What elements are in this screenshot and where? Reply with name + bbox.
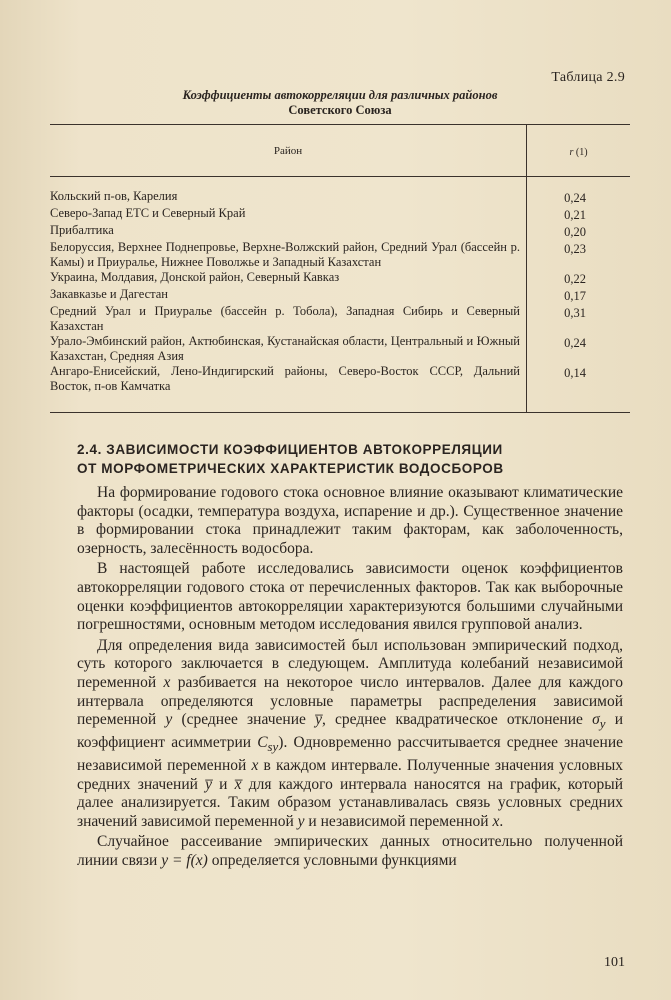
table-header-r [527, 147, 630, 158]
table-cell-value: 0,24 [564, 336, 586, 350]
math-var: x̅ [234, 775, 242, 793]
table-top-rule [50, 124, 630, 125]
text-run: и [212, 775, 235, 793]
table-cell-value: 0,21 [564, 208, 586, 222]
table-header-region: Район [273, 145, 303, 157]
text-run: и независимой переменной [304, 813, 493, 831]
section-heading-line1: 2.4. ЗАВИСИМОСТИ КОЭФФИЦИЕНТОВ АВТОКОРРЕЛЯЦИИ [77, 442, 503, 457]
table-cell-value: 0,24 [564, 191, 586, 205]
table-cell-value: 0,22 [564, 272, 586, 286]
math-var: x [251, 757, 259, 775]
text-run: разбивается на некоторое число интервалов. Далее для каждого интервала определяются условные параметры распределения зависимой переменной [77, 674, 623, 729]
math-var: y̅ [205, 775, 212, 793]
math-var: y [165, 711, 173, 729]
paragraph-2: В настоящей работе исследовались зависимости оценок коэффициентов автокорреляции годового стока от перечисленных факторов. Так как выборочные оценки коэффициентов автокорреляции характеризуются большими случайными погрешностями, основным методом исследования явился групповой анализ. [77, 560, 623, 634]
table-title-line2: Советского Союза [288, 103, 392, 117]
table-cell-value: 0,17 [564, 289, 586, 303]
table-row [50, 304, 630, 334]
text-run: Для определения вида зависимостей был использован эмпирический подход, суть которого заключается в следующем. Амплитуда колебаний независимой переменной [77, 636, 623, 692]
paragraph-4 [77, 833, 623, 870]
math-var: y [297, 813, 305, 831]
table-title [60, 88, 620, 118]
table-cell-region: Урало-Эмбинский район, Актюбинская, Кустанайская области, Центральный и Южный Казахстан, Средняя Азия [50, 334, 520, 363]
table-row [50, 287, 630, 304]
table-cell-region: Украина, Молдавия, Донской район, Северный Кавказ [50, 270, 340, 284]
text-run: . [499, 813, 504, 831]
math-var: x [163, 674, 171, 692]
table-cell-value: 0,20 [564, 225, 586, 239]
text-run: в каждом интервале. Полученные значения условных средних значений [77, 757, 623, 793]
paragraph-1: На формирование годового стока основное влияние оказывают климатические факторы (осадки, температура воздуха, испарение и др.). Существенное значение в формировании стока принадлежит таким факторам, как заболоченность, озерность, залесённость водосбора. [77, 484, 623, 558]
table-cell-value: 0,23 [564, 242, 586, 256]
table-label: Таблица 2.9 [551, 70, 625, 85]
table-body [50, 189, 630, 394]
math-subscript: y [599, 716, 606, 732]
math-var: x [492, 813, 500, 831]
text-run: (среднее значение [172, 711, 316, 729]
table-cell-value: 0,14 [564, 366, 586, 380]
table-row [50, 364, 630, 394]
paragraph-3 [77, 637, 623, 832]
text-run: для каждого интервала наносятся на график, который далее анализируется. Таким образом устанавливалась связь условных средних значений зависимой переменной [77, 775, 623, 831]
text-run: и коэффициент асимметрии [77, 711, 623, 752]
text-run: , среднее квадратическое отклонение [321, 711, 593, 729]
table-row [50, 223, 630, 240]
table-cell-region: Ангаро-Енисейский, Лено-Индигирский районы, Северо-Восток СССР, Дальний Восток, п-ов Камчатка [50, 364, 520, 393]
table-cell-region: Закавказье и Дагестан [50, 287, 168, 301]
body-text [77, 484, 623, 872]
table-header-r-lag: (1) [573, 147, 588, 158]
section-heading-line2: ОТ МОРФОМЕТРИЧЕСКИХ ХАРАКТЕРИСТИК ВОДОСБОРОВ [77, 461, 504, 476]
math-var: y̅ [315, 711, 322, 729]
section-heading [77, 440, 637, 478]
table-cell-region: Белоруссия, Верхнее Поднепровье, Верхне-Волжский район, Средний Урал (бассейн р. Камы) и Приуралье, Нижнее Поволжье и Западный Казахстан [50, 240, 520, 269]
table-cell-region: Средний Урал и Приуралье (бассейн р. Тобола), Западная Сибирь и Северный Казахстан [50, 304, 520, 333]
table-row [50, 189, 630, 206]
table-row [50, 334, 630, 364]
math-var: C [257, 734, 268, 752]
math-var: σ [592, 711, 600, 729]
text-run: ). Одновременно рассчитывается среднее значение независимой переменной [77, 734, 623, 775]
table-row [50, 206, 630, 223]
text-run: Случайное рассеивание эмпирических данных относительно полученной линии связи [77, 833, 623, 870]
math-subscript: sy [267, 739, 279, 755]
table-cell-value: 0,31 [564, 306, 586, 320]
table-cell-region: Северо-Запад ЕТС и Северный Край [50, 206, 246, 220]
page-number: 101 [604, 955, 625, 970]
math-formula: y = f(x) [161, 852, 208, 870]
table-bottom-rule [50, 412, 630, 413]
table-header-rule [50, 176, 630, 177]
text-run: определяется условными функциями [207, 852, 457, 870]
table-cell-region: Кольский п-ов, Карелия [50, 189, 178, 203]
table-header-r-symbol: r [569, 147, 574, 158]
table-title-line1: Коэффициенты автокорреляции для различных районов [182, 88, 498, 102]
table-cell-region: Прибалтика [50, 223, 114, 237]
table-row [50, 240, 630, 270]
table-row [50, 270, 630, 287]
